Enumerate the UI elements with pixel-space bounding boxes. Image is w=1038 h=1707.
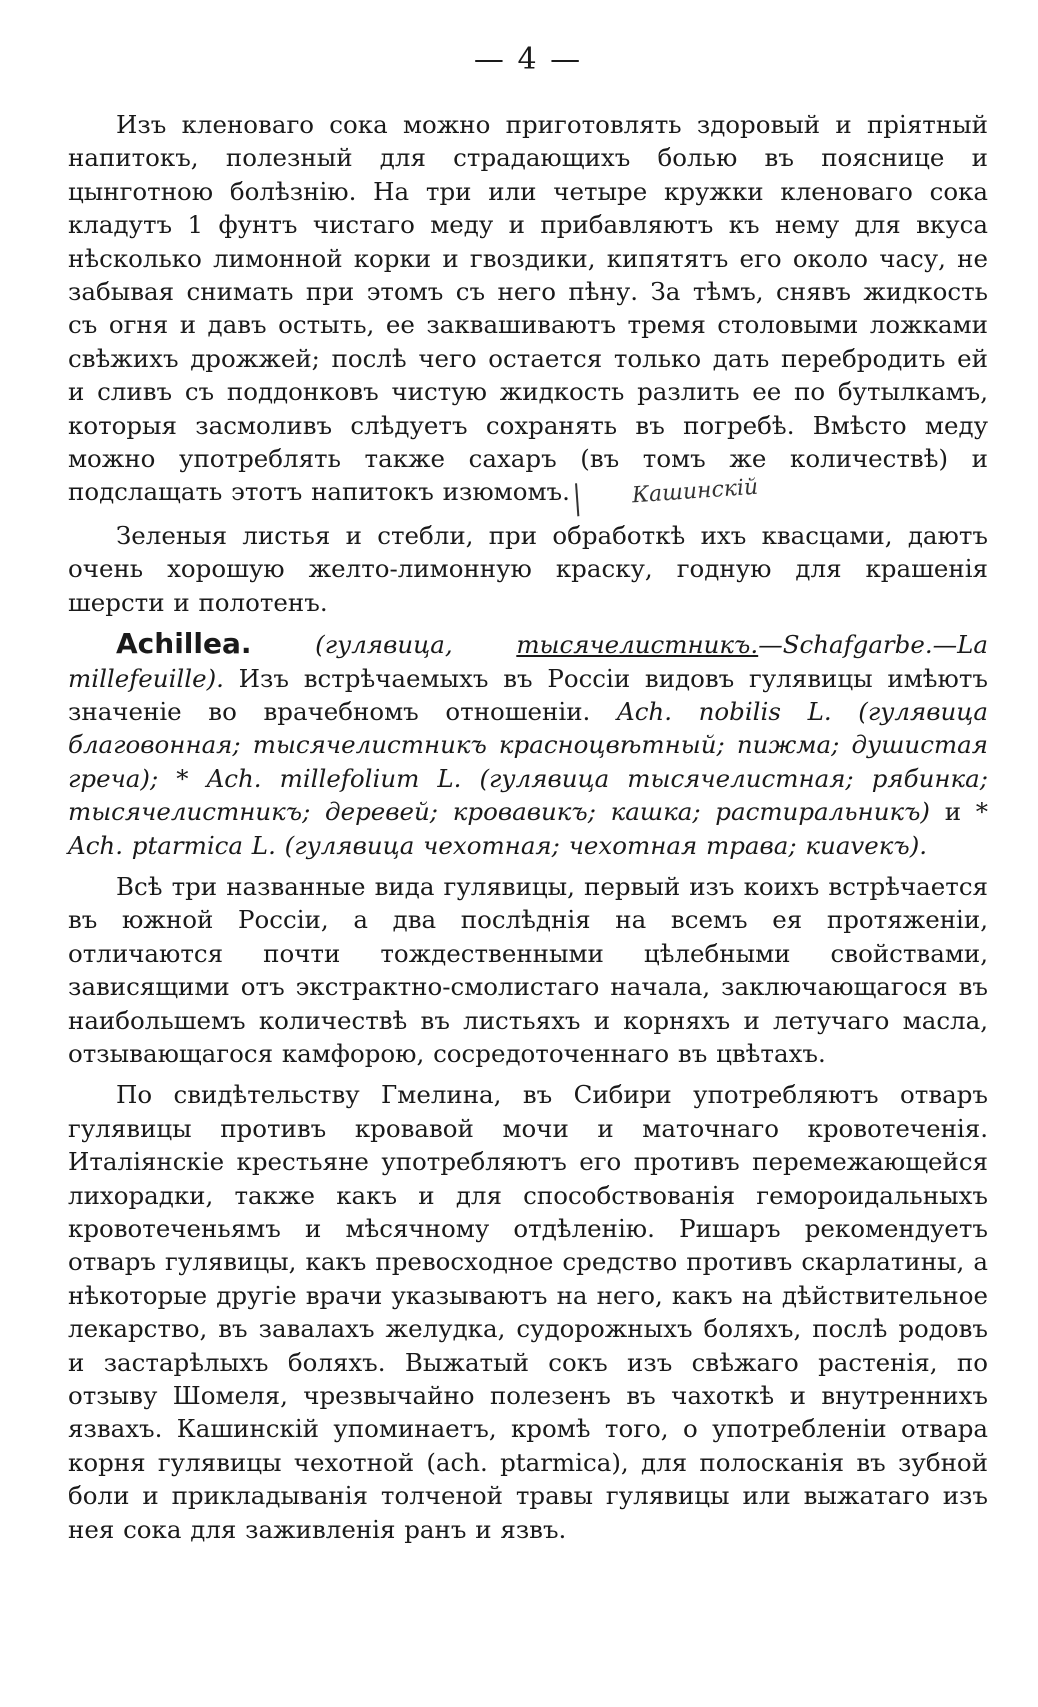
paragraph-maple-drink	[68, 108, 988, 511]
paragraph-maple-drink-text: Изъ кленоваго сока можно приготовлять здоровый и пріятный напитокъ, полезный для страдающихъ болью въ пояснице и цынготною болѣзнію. На три или четыре кружки кленоваго сока кладутъ 1 фунтъ чистаго меду и прибавляютъ къ нему для вкуса нѣсколько лимонной корки и гвоздики, кипятятъ его около часу, не забывая снимать при этомъ съ него пѣну. За тѣмъ, снявъ жидкость съ огня и давъ остыть, ее заквашиваютъ тремя столовыми ложками свѣжихъ дрожжей; послѣ чего остается только дать перебродить ей и сливъ съ поддонковъ чистую жидкость разлить ее по бутылкамъ, которыя засмоливъ слѣдуетъ сохранять въ погребѣ. Вмѣсто меду можно употреблять также сахаръ (въ томъ же количествѣ) и подслащать этотъ напитокъ изюмомъ.	[68, 110, 988, 507]
synonyms-underlined: тысячелистникъ.	[516, 630, 759, 660]
synonyms-part-c: —Schafgarbe.—La millefeuille).	[68, 630, 988, 693]
document-page	[68, 40, 988, 1546]
star-mark-2: *	[975, 797, 989, 827]
star-mark-1: *	[158, 763, 207, 793]
paragraph-leaves-dye: Зеленыя листья и стебли, при обработкѣ ихъ квасцами, даютъ очень хорошую желто-лимонную краску, годную для крашенія шерсти и полотенъ.	[68, 520, 988, 617]
species-millefolium: Ach. millefolium L. (гулявица тысячелистная; рябинка; тысячелистникъ; деревей; кровавикъ; кашка; растиральникъ)	[68, 763, 988, 827]
genus-heading: Achillea.	[116, 627, 252, 661]
species-ptarmica: Ach. ptarmica L. (гулявица чехотная; чехотная трава; киаvекъ).	[68, 830, 928, 860]
and-word: и	[930, 797, 976, 827]
species-nobilis: Ach. nobilis L. (гулявица благовонная; тысячелистникъ красноцвѣтный; пижма; душистая греча);	[68, 696, 988, 793]
page-number: — 4 —	[473, 42, 583, 77]
paragraph-three-species: Всѣ три названные вида гулявицы, первый изъ коихъ встрѣчается въ южной Россіи, а два послѣднія на всемъ ея протяженіи, отличаются почти тождественными цѣлебными свойствами, зависящими отъ экстрактно-смолистаго начала, заключающагося въ наибольшемъ количествѣ въ листьяхъ и корняхъ и летучаго масла, отзывающагося камфорою, сосредоточеннаго въ цвѣтахъ.	[68, 871, 988, 1068]
handwritten-annotation: Кашинскій	[575, 471, 759, 517]
paragraph-achillea-entry	[68, 627, 988, 862]
paragraph-medical-uses: По свидѣтельству Гмелина, въ Сибири употребляютъ отваръ гулявицы противъ кровавой мочи и маточнаго кровотеченія. Италіянскіе крестьяне употребляютъ его противъ перемежающейся лихорадки, также какъ и для способствованія гемороидальныхъ кровотеченьямъ и мѣсячному отдѣленію. Ришаръ рекомендуетъ отваръ гулявицы, какъ превосходное средство противъ скарлатины, а нѣкоторые другіе врачи указываютъ на него, какъ на дѣйствительное лекарство, въ завалахъ желудка, судорожныхъ боляхъ, послѣ родовъ и застарѣлыхъ боляхъ. Выжатый сокъ изъ свѣжаго растенія, по отзыву Шомеля, чрезвычайно полезенъ въ чахоткѣ и внутреннихъ язвахъ. Кашинскій упоминаетъ, кромѣ того, о употребленіи отвара корня гулявицы чехотной (ach. ptarmica), для полосканія въ зубной боли и прикладыванія толченой травы гулявицы или выжатаго изъ нея сока для заживленія ранъ и язвъ.	[68, 1080, 988, 1544]
species-intro-text: Изъ встрѣчаемыхъ въ Россіи видовъ гулявицы имѣютъ значеніе во врачебномъ отношеніи.	[68, 663, 988, 726]
synonyms-part-a: (гулявица,	[315, 630, 517, 660]
